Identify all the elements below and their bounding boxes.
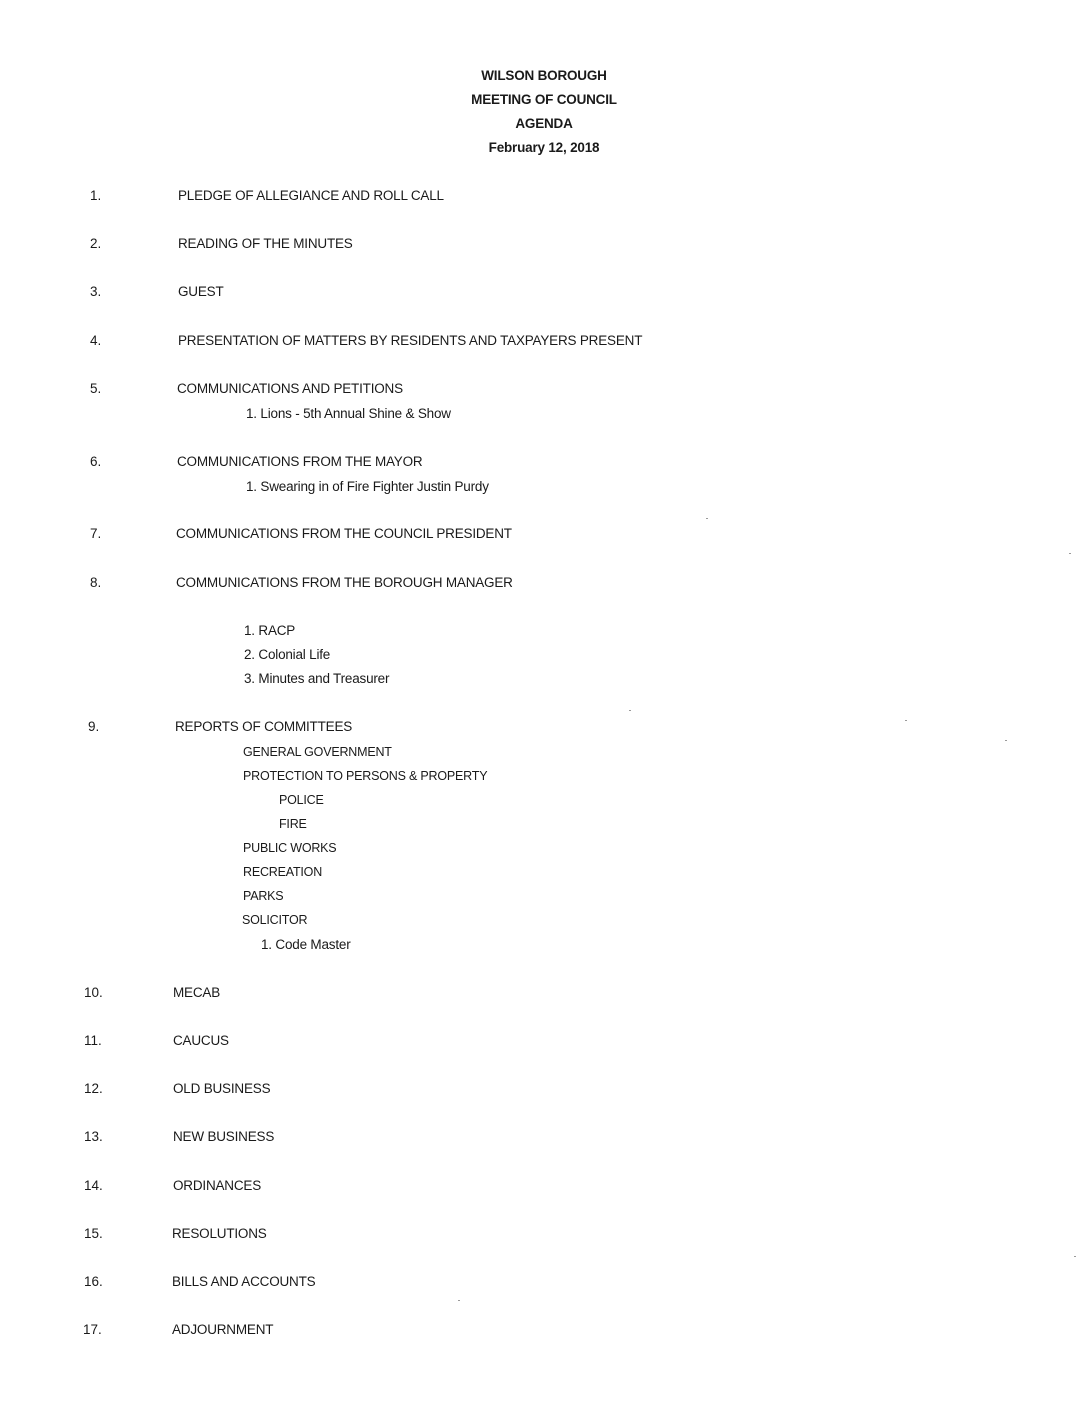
- item-number: 3.: [90, 284, 102, 299]
- agenda-item-label: GUEST: [178, 284, 224, 299]
- committee-solicitor: SOLICITOR: [242, 913, 308, 927]
- agenda-item-label: COMMUNICATIONS AND PETITIONS: [177, 381, 403, 396]
- item-number: 13.: [84, 1129, 103, 1144]
- scan-speck: [1069, 553, 1071, 554]
- item-number: 1.: [90, 188, 102, 203]
- committee-police: POLICE: [279, 793, 324, 807]
- sub-item: 2. Colonial Life: [244, 647, 331, 662]
- item-number: 17.: [83, 1322, 102, 1337]
- committee-protection: PROTECTION TO PERSONS & PROPERTY: [243, 769, 488, 783]
- item-number: 9.: [88, 719, 100, 734]
- committee-parks: PARKS: [243, 889, 284, 903]
- agenda-item-label: ADJOURNMENT: [172, 1322, 274, 1337]
- item-number: 16.: [84, 1274, 103, 1289]
- agenda-item-label: MECAB: [173, 985, 221, 1000]
- meeting-date: February 12, 2018: [488, 140, 600, 155]
- item-number: 8.: [90, 575, 102, 590]
- borough-name: WILSON BOROUGH: [481, 68, 607, 83]
- item-number: 12.: [84, 1081, 103, 1096]
- scan-speck: [706, 518, 708, 519]
- agenda-item-label: CAUCUS: [173, 1033, 229, 1048]
- agenda-header: [0, 64, 1088, 160]
- item-number: 11.: [84, 1033, 102, 1048]
- sub-item: 3. Minutes and Treasurer: [244, 671, 390, 686]
- scan-speck: [905, 720, 907, 721]
- scan-speck: [629, 710, 631, 711]
- sub-item: 1. RACP: [244, 623, 296, 638]
- sub-item: 1. Code Master: [261, 937, 351, 952]
- agenda-item-label: COMMUNICATIONS FROM THE BOROUGH MANAGER: [176, 575, 513, 590]
- sub-item: 1. Swearing in of Fire Fighter Justin Purdy: [246, 479, 489, 494]
- agenda-item-label: REPORTS OF COMMITTEES: [175, 719, 353, 734]
- item-number: 2.: [90, 236, 102, 251]
- item-number: 4.: [90, 333, 102, 348]
- agenda-item-label: RESOLUTIONS: [172, 1226, 267, 1241]
- agenda-item-label: PLEDGE OF ALLEGIANCE AND ROLL CALL: [178, 188, 444, 203]
- item-number: 7.: [90, 526, 102, 541]
- item-number: 10.: [84, 985, 103, 1000]
- agenda-item-label: NEW BUSINESS: [173, 1129, 275, 1144]
- agenda-item-label: COMMUNICATIONS FROM THE MAYOR: [177, 454, 423, 469]
- item-number: 15.: [84, 1226, 103, 1241]
- agenda-item-label: READING OF THE MINUTES: [178, 236, 353, 251]
- meeting-title: MEETING OF COUNCIL: [471, 92, 617, 107]
- agenda-item-label: ORDINANCES: [173, 1178, 262, 1193]
- committee-recreation: RECREATION: [243, 865, 323, 879]
- agenda-item-label: BILLS AND ACCOUNTS: [172, 1274, 316, 1289]
- item-number: 5.: [90, 381, 102, 396]
- sub-item: 1. Lions - 5th Annual Shine & Show: [246, 406, 451, 421]
- scan-speck: [1074, 1256, 1076, 1257]
- item-number: 14.: [84, 1178, 103, 1193]
- committee-fire: FIRE: [279, 817, 307, 831]
- document-title: AGENDA: [515, 116, 573, 131]
- agenda-item-label: OLD BUSINESS: [173, 1081, 271, 1096]
- scan-speck: [458, 1300, 460, 1301]
- item-number: 6.: [90, 454, 102, 469]
- agenda-item-label: COMMUNICATIONS FROM THE COUNCIL PRESIDENT: [176, 526, 512, 541]
- committee-public-works: PUBLIC WORKS: [243, 841, 337, 855]
- agenda-item-label: PRESENTATION OF MATTERS BY RESIDENTS AND TAXPAYERS PRESENT: [178, 333, 643, 348]
- scan-speck: [1005, 740, 1007, 741]
- committee-general-government: GENERAL GOVERNMENT: [243, 745, 392, 759]
